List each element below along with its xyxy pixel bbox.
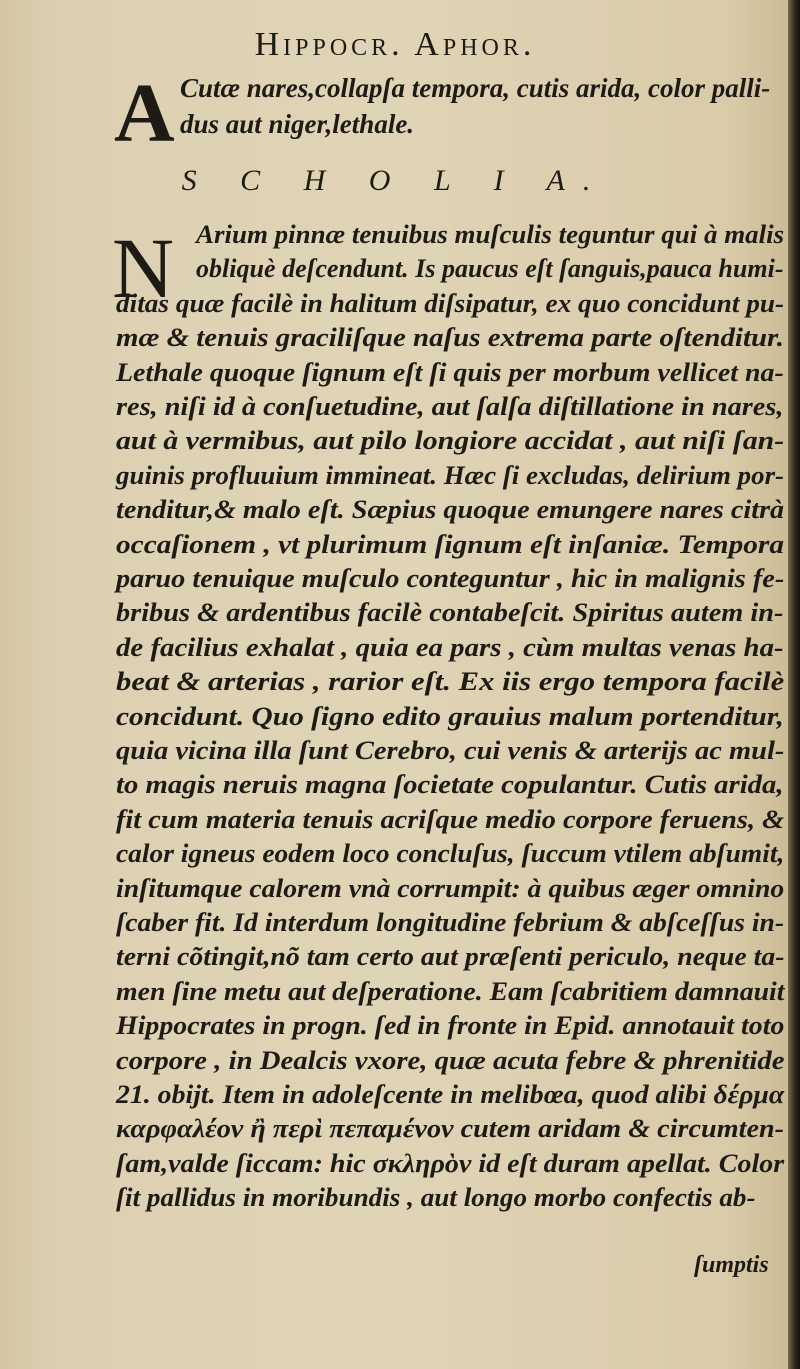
body-line: Hippocrates in progn. ſed in fronte in Epid. annotauit toto (116, 1011, 785, 1041)
body-line: ditas quæ facilè in halitum diſsipatur, ex quo concidunt pu- (116, 288, 785, 318)
body-line: concidunt. Quo ſigno edito grauius malum portenditur, (116, 701, 784, 731)
body-line: bribus & ardentibus facilè contabeſcit. Spiritus autem in- (116, 598, 784, 628)
body-line: res, niſi id à conſuetudine, aut ſalſa diſtillatione in nares, (116, 392, 784, 421)
body-line: paruo tenuique muſculo conteguntur , hic in malignis fe- (116, 564, 785, 593)
body-line: guinis profluuium immineat. Hæc ſi excludas, delirium por- (116, 460, 785, 490)
body-line: terni cõtingit,nõ tam certo aut præſenti periculo, neque ta- (116, 942, 785, 972)
body-line: calor igneus eodem loco concluſus, ſuccum vtilem abſumit, (116, 839, 785, 869)
body-line: tenditur,& malo eſt. Sæpius quoque emungere nares citrà (116, 495, 785, 525)
body-line: corpore , in Dealcis vxore, quæ acuta febre & phrenitide (116, 1045, 785, 1075)
body-line: Lethale quoque ſignum eſt ſi quis per morbum vellicet na- (116, 357, 784, 387)
body-line: ſcaber fit. Id interdum longitudine febrium & abſceſſus in- (116, 908, 785, 937)
body-line: mæ & tenuis graciliſque naſus extrema parte oſtenditur. (116, 323, 784, 353)
aphorism-text (118, 70, 798, 142)
catchword: ſumptis (694, 1252, 769, 1278)
body-line: ſit pallidus in moribundis , aut longo morbo confectis ab- (116, 1183, 756, 1213)
body-line: aut à vermibus, aut pilo longiore accidat , aut niſi ſan- (116, 426, 785, 456)
body-line: inſitumque calorem vnà corrumpit: à quibus æger omnino (116, 873, 785, 903)
aphorism-initial: A (114, 67, 175, 160)
running-head: Hippocr. Aphor. (254, 26, 536, 63)
aphorism-line: Cutæ nares,collapſa tempora, cutis arida, color palli- (180, 73, 771, 103)
body-line: 21. obijt. Item in adoleſcente in melibœa, quod alibi δέρμα (116, 1080, 785, 1109)
body-line: Arium pinnæ tenuibus muſculis teguntur qui à malis (196, 220, 785, 249)
body-line: καρφαλέον ἢ περὶ πεπαμένον cutem aridam & circumten- (116, 1114, 785, 1144)
body-line: ſam,valde ſiccam: hic σκληρὸν id eſt duram apellat. Color (116, 1148, 785, 1178)
body-line: beat & arterias , rarior eſt. Ex iis ergo tempora facilè (116, 667, 785, 697)
body-line: obliquè deſcendunt. Is paucus eſt ſanguis,pauca humi- (196, 254, 784, 284)
body-line: occaſionem , vt plurimum ſignum eſt inſaniæ. Tempora (116, 529, 785, 559)
body-line: de facilius exhalat , quia ea pars , cùm multas venas ha- (116, 632, 784, 662)
scholia-drop-initial: N (112, 220, 175, 316)
book-spine-edge (788, 0, 800, 1369)
body-line: to magis neruis magna ſocietate copulantur. Cutis arida, (116, 770, 784, 800)
scholia-heading: S C H O L I A. (181, 164, 609, 197)
body-line: fit cum materia tenuis acriſque medio corpore feruens, & (116, 804, 785, 834)
body-line: men ſine metu aut deſperatione. Eam ſcabritiem damnauit (116, 976, 785, 1006)
body-line: quia vicina illa ſunt Cerebro, cui venis & arterijs ac mul- (116, 736, 785, 765)
aphorism-line: dus aut niger,lethale. (180, 109, 415, 139)
